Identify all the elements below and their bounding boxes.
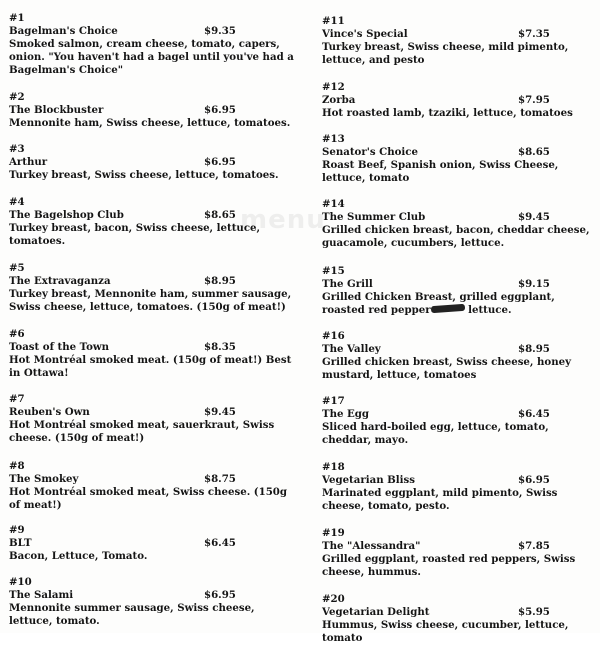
menu-item-16	[322, 330, 592, 382]
item-price: $7.85	[518, 540, 550, 552]
menu-item-17	[322, 395, 592, 447]
item-name: The Bagelshop Club	[9, 209, 124, 221]
redaction-scribble	[430, 304, 464, 313]
item-price: $9.15	[518, 278, 550, 290]
item-description: Bacon, Lettuce, Tomato.	[9, 550, 148, 562]
item-number: #15	[322, 265, 345, 277]
item-price: $8.65	[204, 209, 236, 221]
item-description	[322, 291, 592, 317]
item-name: The Valley	[322, 343, 381, 355]
menu-item-8	[9, 460, 294, 512]
item-name: Zorba	[322, 94, 356, 106]
item-name: Bagelman's Choice	[9, 25, 118, 37]
item-name: The Salami	[9, 589, 74, 601]
item-description: Turkey breast, Mennonite ham, summer sausage, Swiss cheese, lettuce, tomatoes. (150g of meat!)	[9, 288, 292, 313]
item-price: $7.95	[518, 94, 550, 106]
item-description: Turkey breast, bacon, Swiss cheese, lettuce, tomatoes.	[9, 222, 261, 247]
item-price: $8.95	[518, 343, 550, 355]
item-price: $6.95	[518, 474, 550, 486]
item-price: $6.45	[518, 408, 550, 420]
item-description: Turkey breast, Swiss cheese, lettuce, tomatoes.	[9, 169, 279, 181]
menu-item-20	[322, 593, 592, 645]
item-name: Vegetarian Delight	[322, 606, 430, 618]
item-name: BLT	[9, 537, 32, 549]
item-description-end: lettuce.	[468, 304, 512, 316]
item-number: #13	[322, 133, 345, 145]
item-number: #5	[9, 262, 25, 274]
item-number: #18	[322, 461, 345, 473]
item-description-start: Grilled Chicken Breast, grilled eggplant, roasted red pepper	[322, 291, 555, 316]
menu-item-11	[322, 15, 592, 67]
menu-item-7	[9, 393, 294, 445]
item-name: The Extravaganza	[9, 275, 111, 287]
item-price: $7.35	[518, 28, 550, 40]
item-description: Mennonite summer sausage, Swiss cheese, lettuce, tomato.	[9, 602, 255, 627]
item-price: $5.95	[518, 606, 550, 618]
item-number: #9	[9, 524, 25, 536]
item-price: $9.35	[204, 25, 236, 37]
item-price: $6.95	[204, 104, 236, 116]
item-name: Toast of the Town	[9, 341, 110, 353]
item-name: Vince's Special	[322, 28, 408, 40]
item-description: Roast Beef, Spanish onion, Swiss Cheese, lettuce, tomato	[322, 159, 559, 184]
item-description: Smoked salmon, cream cheese, tomato, capers, onion. "You haven't had a bagel until you've had a Bagelman's Choice"	[9, 38, 294, 76]
item-number: #2	[9, 91, 25, 103]
item-description: Hot Montréal smoked meat, Swiss cheese. (150g of meat!)	[9, 486, 288, 511]
item-description: Sliced hard-boiled egg, lettuce, tomato, cheddar, mayo.	[322, 421, 549, 446]
item-number: #1	[9, 12, 25, 24]
item-description: Turkey breast, Swiss cheese, mild pimento, lettuce, and pesto	[322, 41, 569, 66]
item-description: Hot Montréal smoked meat, sauerkraut, Swiss cheese. (150g of meat!)	[9, 419, 275, 444]
item-name: The Blockbuster	[9, 104, 104, 116]
item-description: Grilled chicken breast, Swiss cheese, honey mustard, lettuce, tomatoes	[322, 356, 572, 381]
item-number: #10	[9, 576, 32, 588]
item-description: Hot roasted lamb, tzaziki, lettuce, tomatoes	[322, 107, 573, 119]
menu-item-1	[9, 12, 294, 77]
menu-item-13	[322, 133, 592, 185]
item-number: #7	[9, 393, 25, 405]
item-price: $6.95	[204, 589, 236, 601]
menu-item-15	[322, 265, 592, 317]
menu-item-12	[322, 81, 592, 120]
menu-item-19	[322, 527, 592, 579]
item-number: #16	[322, 330, 345, 342]
watermark: menu	[240, 205, 326, 235]
item-number: #3	[9, 143, 25, 155]
item-description: Marinated eggplant, mild pimento, Swiss cheese, tomato, pesto.	[322, 487, 558, 512]
menu-item-4	[9, 196, 294, 248]
menu-item-10	[9, 576, 294, 628]
item-description: Hot Montréal smoked meat. (150g of meat!) Best in Ottawa!	[9, 354, 292, 379]
menu-item-14	[322, 198, 592, 250]
menu-item-5	[9, 262, 294, 314]
item-description: Mennonite ham, Swiss cheese, lettuce, tomatoes.	[9, 117, 291, 129]
item-number: #4	[9, 196, 25, 208]
item-description: Grilled eggplant, roasted red peppers, Swiss cheese, hummus.	[322, 553, 576, 578]
item-price: $8.95	[204, 275, 236, 287]
item-price: $8.35	[204, 341, 236, 353]
item-name: The Egg	[322, 408, 370, 420]
item-name: Senator's Choice	[322, 146, 418, 158]
item-price: $9.45	[204, 406, 236, 418]
menu-item-9	[9, 524, 294, 563]
item-price: $8.65	[518, 146, 550, 158]
item-number: #12	[322, 81, 345, 93]
item-number: #19	[322, 527, 345, 539]
item-price: $6.95	[204, 156, 236, 168]
item-number: #11	[322, 15, 345, 27]
item-price: $6.45	[204, 537, 236, 549]
item-description: Grilled chicken breast, bacon, cheddar cheese, guacamole, cucumbers, lettuce.	[322, 224, 590, 249]
item-name: The "Alessandra"	[322, 540, 421, 552]
item-number: #20	[322, 593, 345, 605]
menu-item-2	[9, 91, 294, 130]
item-number: #6	[9, 328, 25, 340]
item-name: Vegetarian Bliss	[322, 474, 415, 486]
item-number: #8	[9, 460, 25, 472]
item-name: The Summer Club	[322, 211, 426, 223]
menu-item-3	[9, 143, 294, 182]
menu-item-18	[322, 461, 592, 513]
item-price: $9.45	[518, 211, 550, 223]
item-name: The Grill	[322, 278, 373, 290]
item-name: Reuben's Own	[9, 406, 90, 418]
item-name: Arthur	[9, 156, 48, 168]
item-description: Hummus, Swiss cheese, cucumber, lettuce, tomato	[322, 619, 569, 644]
item-number: #14	[322, 198, 345, 210]
item-number: #17	[322, 395, 345, 407]
item-name: The Smokey	[9, 473, 79, 485]
item-price: $8.75	[204, 473, 236, 485]
menu-item-6	[9, 328, 294, 380]
